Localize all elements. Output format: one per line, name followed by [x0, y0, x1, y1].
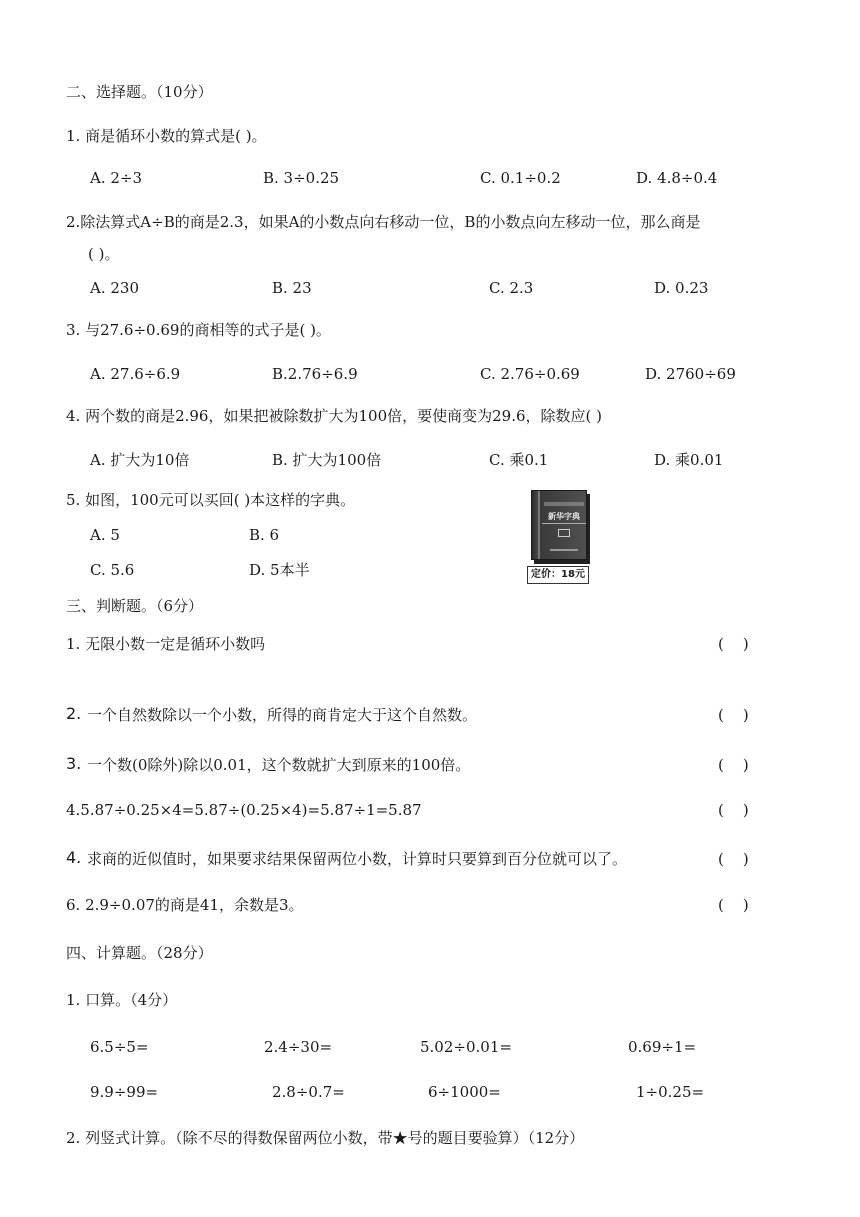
q4-option-d: D. 乘0.01 — [654, 451, 724, 469]
judge-answer-3: ( ) — [718, 756, 749, 774]
calc-q1-title: 1. 口算。（4分） — [66, 991, 178, 1009]
mental-calc-4: 0.69÷1= — [628, 1038, 697, 1056]
judge-answer-4: ( ) — [718, 801, 749, 819]
q3-option-a: A. 27.6÷6.9 — [90, 365, 181, 383]
section4-title: 四、计算题。（28分） — [66, 944, 213, 962]
section3-title: 三、判断题。（6分） — [66, 597, 204, 615]
q5-option-b: B. 6 — [249, 526, 280, 544]
q1-option-d: D. 4.8÷0.4 — [636, 169, 718, 187]
price-tag: 定价：18元 — [527, 566, 589, 584]
q1-stem: 1. 商是循环小数的算式是( )。 — [66, 127, 267, 145]
calc-q2-title: 2. 列竖式计算。（除不尽的得数保留两位小数，带★号的题目要验算）（12分） — [66, 1129, 585, 1147]
q1-option-b: B. 3÷0.25 — [263, 169, 340, 187]
q3-stem: 3. 与27.6÷0.69的商相等的式子是( )。 — [66, 321, 331, 339]
judge-item-6: 6. 2.9÷0.07的商是41，余数是3。 — [66, 896, 304, 914]
mental-calc-5: 9.9÷99= — [90, 1083, 159, 1101]
q4-option-a: A. 扩大为10倍 — [90, 451, 190, 469]
q2-option-b: B. 23 — [272, 279, 312, 297]
mental-calc-7: 6÷1000= — [428, 1083, 501, 1101]
judge-item-3: 一个数(0除外)除以0.01，这个数就扩大到原来的100倍。 — [87, 756, 471, 774]
mental-calc-8: 1÷0.25= — [636, 1083, 705, 1101]
q5-option-a: A. 5 — [90, 526, 120, 544]
judge-item-5: 求商的近似值时，如果要求结果保留两位小数，计算时只要算到百分位就可以了。 — [87, 850, 628, 868]
judge-answer-6: ( ) — [718, 896, 749, 914]
judge-item-4: 4.5.87÷0.25×4=5.87÷(0.25×4)=5.87÷1=5.87 — [66, 801, 422, 819]
mental-calc-3: 5.02÷0.01= — [420, 1038, 512, 1056]
q2-option-d: D. 0.23 — [654, 279, 709, 297]
judge-item-3-number: 3. — [66, 754, 82, 773]
q1-option-a: A. 2÷3 — [90, 169, 143, 187]
judge-item-2: 一个自然数除以一个小数，所得的商肯定大于这个自然数。 — [87, 706, 478, 724]
judge-item-2-number: 2. — [66, 704, 82, 723]
judge-answer-1: ( ) — [718, 635, 749, 653]
mental-calc-6: 2.8÷0.7= — [272, 1083, 345, 1101]
q2-stem-cont: ( )。 — [88, 245, 120, 263]
q4-option-b: B. 扩大为100倍 — [272, 451, 382, 469]
mental-calc-1: 6.5÷5= — [90, 1038, 149, 1056]
q2-option-c: C. 2.3 — [489, 279, 534, 297]
judge-answer-5: ( ) — [718, 850, 749, 868]
q2-option-a: A. 230 — [90, 279, 139, 297]
q5-stem: 5. 如图，100元可以买回( )本这样的字典。 — [66, 491, 356, 509]
q3-option-d: D. 2760÷69 — [645, 365, 736, 383]
q5-option-c: C. 5.6 — [90, 561, 135, 579]
q3-option-b: B.2.76÷6.9 — [272, 365, 358, 383]
q2-stem: 2.除法算式A÷B的商是2.3，如果A的小数点向右移动一位，B的小数点向左移动一位，那么商是 — [66, 213, 701, 231]
dictionary-cover — [531, 490, 587, 560]
mental-calc-2: 2.4÷30= — [264, 1038, 333, 1056]
dictionary-image — [527, 490, 589, 585]
judge-answer-2: ( ) — [718, 706, 749, 724]
q3-option-c: C. 2.76÷0.69 — [480, 365, 580, 383]
judge-item-1: 1. 无限小数一定是循环小数吗 — [66, 635, 266, 653]
q4-option-c: C. 乘0.1 — [489, 451, 549, 469]
q1-option-c: C. 0.1÷0.2 — [480, 169, 561, 187]
q4-stem: 4. 两个数的商是2.96，如果把被除数扩大为100倍，要使商变为29.6，除数应( ) — [66, 407, 602, 425]
dictionary-title: 新华字典 — [548, 512, 580, 521]
section2-title: 二、选择题。（10分） — [66, 83, 213, 101]
q5-option-d: D. 5本半 — [249, 561, 310, 579]
judge-item-5-number: 4. — [66, 848, 82, 867]
